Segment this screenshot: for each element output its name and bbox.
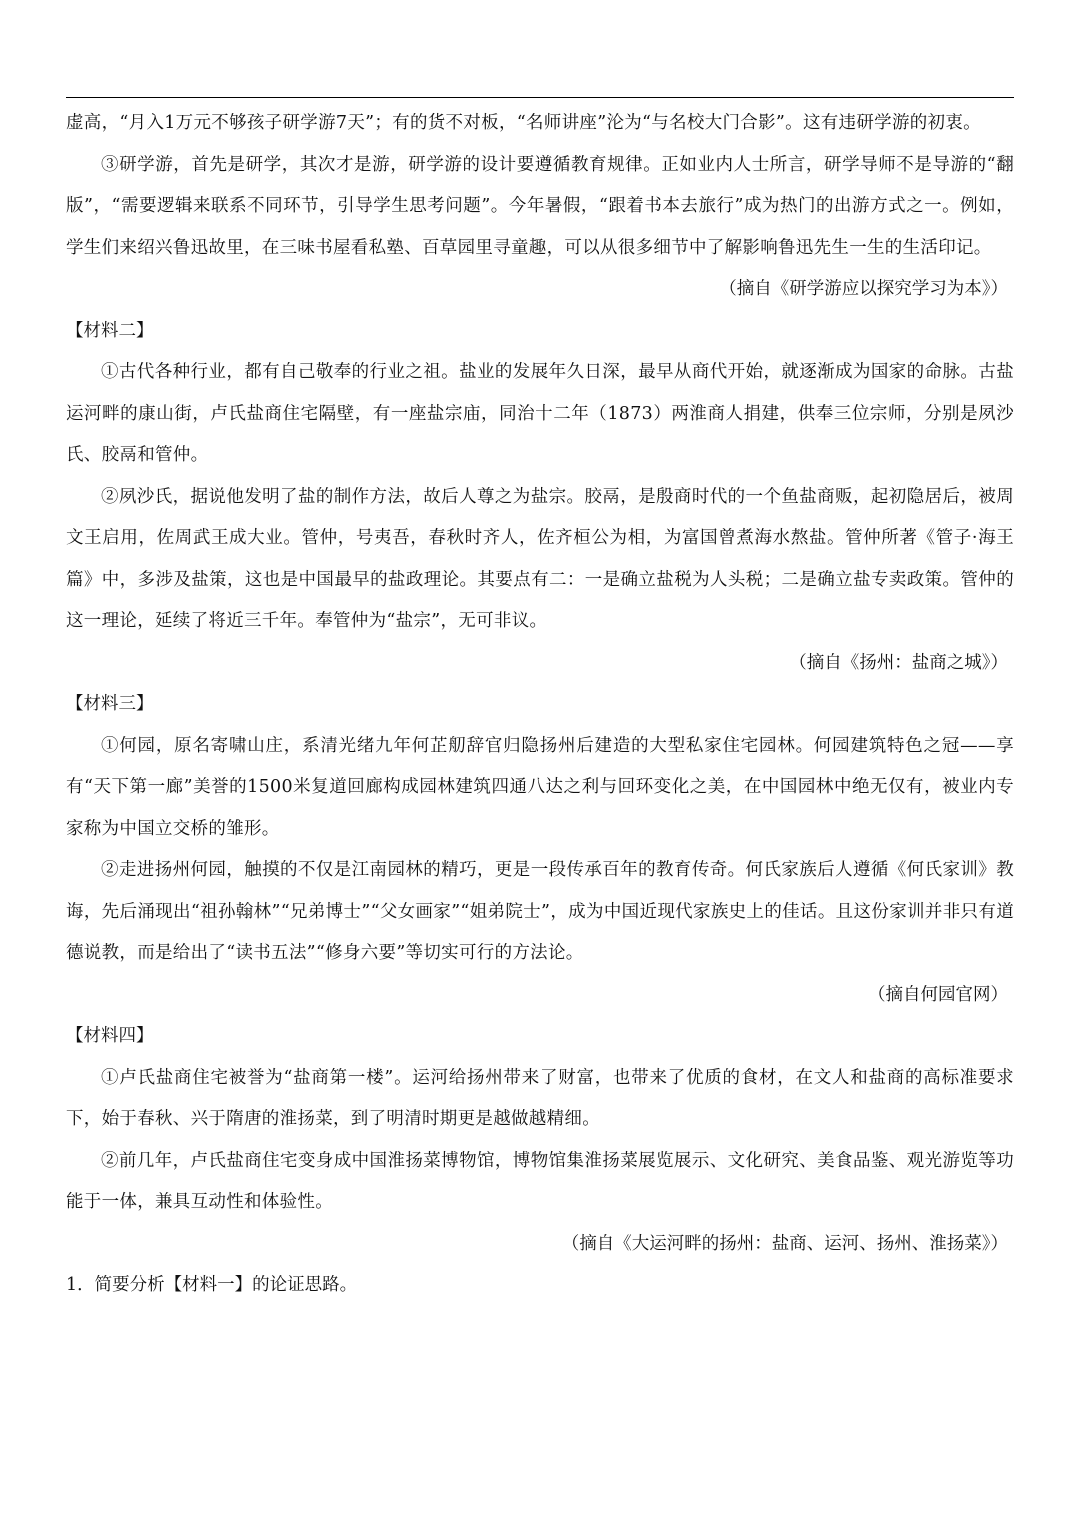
material1-source: （摘自《研学游应以探究学习为本》） (719, 279, 1008, 299)
material4-para1: ①卢氏盐商住宅被誉为“盐商第一楼”。运河给扬州带来了财富，也带来了优质的食材，在文人和盐商的高标准要求下，始于春秋、兴于隋唐的淮扬菜，到了明清时期更是越做越精细。 (66, 1067, 1014, 1129)
material3-para2: ②走进扬州何园，触摸的不仅是江南园林的精巧，更是一段传承百年的教育传奇。何氏家族后人遵循《何氏家训》教诲，先后涌现出“祖孙翰林”“兄弟博士”“父女画家”“姐弟院士”，成为中国近现代家族史上的佳话。且这份家训并非只有道德说教，而是给出了“读书五法”“修身六要”等切实可行的方法论。 (66, 860, 1014, 963)
document-body (66, 103, 1014, 1307)
material4-source: （摘自《大运河畔的扬州：盐商、运河、扬州、淮扬菜》） (561, 1233, 1008, 1254)
material2-para1: ①古代各种行业，都有自己敬奉的行业之祖。盐业的发展年久日深，最早从商代开始，就逐渐成为国家的命脉。古盐运河畔的康山街，卢氏盐商住宅隔壁，有一座盐宗庙，同治十二年（1873）两淮商人捐建，供奉三位宗师，分别是夙沙氏、胶鬲和管仲。 (66, 362, 1014, 465)
header-rule (66, 97, 1014, 98)
material2-source: （摘自《扬州：盐商之城》） (789, 652, 1008, 673)
material4-para2: ②前几年，卢氏盐商住宅变身成中国淮扬菜博物馆，博物馆集淮扬菜展览展示、文化研究、美食品鉴、观光游览等功能于一体，兼具互动性和体验性。 (66, 1150, 1014, 1212)
material3-heading: 【材料三】 (66, 694, 154, 714)
question-1: 1．简要分析【材料一】的论证思路。 (66, 1275, 358, 1295)
material2-heading: 【材料二】 (66, 320, 154, 341)
material3-para1: ①何园，原名寄啸山庄，系清光绪九年何芷舠辞官归隐扬州后建造的大型私家住宅园林。何园建筑特色之冠——享有“天下第一廊”美誉的1500米复道回廊构成园林建筑四通八达之利与回环变化之美，在中国园林中绝无仅有，被业内专家称为中国立交桥的雏形。 (66, 735, 1014, 839)
material1-para3: ③研学游，首先是研学，其次才是游，研学游的设计要遵循教育规律。正如业内人士所言，研学导师不是导游的“翻版”，“需要逻辑来联系不同环节，引导学生思考问题”。今年暑假，“跟着书本去旅行”成为热门的出游方式之一。例如，学生们来绍兴鲁迅故里，在三味书屋看私塾、百草园里寻童趣，可以从很多细节中了解影响鲁迅先生一生的生活印记。 (66, 154, 1014, 258)
material3-source: （摘自何园官网） (868, 984, 1008, 1005)
material2-para2: ②夙沙氏，据说他发明了盐的制作方法，故后人尊之为盐宗。胶鬲，是殷商时代的一个鱼盐商贩，起初隐居后，被周文王启用，佐周武王成大业。管仲，号夷吾，春秋时齐人，佐齐桓公为相，为富国曾煮海水熬盐。管仲所著《管子·海王篇》中，多涉及盐策，这也是中国最早的盐政理论。其要点有二：一是确立盐税为人头税；二是确立盐专卖政策。管仲的这一理论，延续了将近三千年。奉管仲为“盐宗”，无可非议。 (66, 486, 1014, 631)
material4-heading: 【材料四】 (66, 1026, 154, 1046)
material1-para2-continued: 虚高，“月入1万元不够孩子研学游7天”；有的货不对板，“名师讲座”沦为“与名校大门合影”。这有违研学游的初衷。 (66, 113, 981, 133)
